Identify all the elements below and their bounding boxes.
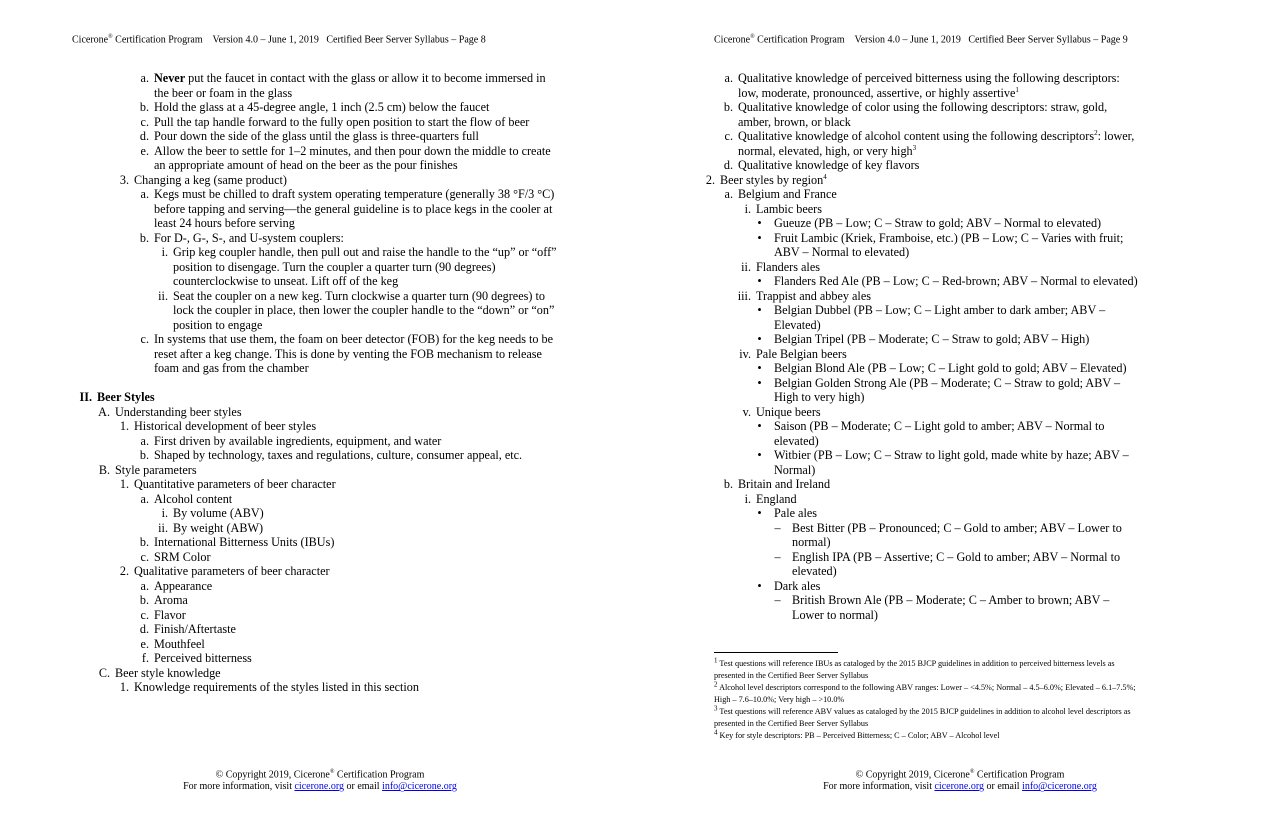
outline-line [130, 347, 573, 362]
outline-line [130, 651, 573, 666]
outline-line [768, 564, 1214, 579]
outline-line [696, 173, 1214, 188]
outline-text: Belgian Dubbel (PB – Low; C – Light amber to dark amber; ABV – [774, 303, 1106, 317]
outline-line [768, 593, 1214, 608]
outline-line [750, 579, 1214, 594]
list-marker: b. [139, 593, 149, 607]
outline-text: Historical development of beer styles [134, 419, 317, 433]
list-marker: d. [139, 622, 149, 636]
list-marker: a. [724, 71, 733, 85]
outline-line [149, 303, 573, 318]
copyright-line: © Copyright 2019, Cicerone® Certification Program [215, 769, 425, 781]
list-marker [130, 216, 149, 231]
list-marker: • [757, 274, 762, 288]
list-marker: c. [140, 549, 149, 564]
outline-line [750, 274, 1214, 289]
list-marker: • [757, 216, 762, 230]
outline-line [130, 231, 573, 246]
outline-line [130, 593, 573, 608]
list-marker: e. [140, 143, 149, 158]
list-marker: – [774, 520, 781, 535]
list-marker: a. [724, 187, 733, 201]
outline-text: before tapping and serving—the general guideline is to place kegs in the cooler at [154, 201, 553, 216]
outline-text: Pale ales [774, 506, 817, 520]
list-marker: b. [139, 100, 149, 114]
list-marker: c. [140, 114, 149, 129]
outline-text: Shaped by technology, taxes and regulations, culture, consumer appeal, etc. [154, 448, 523, 462]
footnote: $^3$ Test questions will reference ABV values as cataloged by the 2015 BJCP guidelines in addition to alcohol level descriptors as [714, 704, 1131, 716]
outline-line [130, 622, 573, 637]
list-marker: • [757, 230, 762, 245]
list-marker: ii. [158, 520, 168, 535]
page-footer [640, 766, 1280, 793]
list-marker [750, 390, 769, 405]
outline-text: Trappist and abbey ales [756, 288, 871, 303]
outline-line [768, 550, 1214, 565]
outline-line [768, 535, 1214, 550]
list-marker: 3. [119, 172, 129, 187]
outline-text: Unique beers [756, 404, 821, 419]
copyright-line: © Copyright 2019, Cicerone® Certification Program [855, 769, 1065, 781]
list-marker: A. [98, 404, 110, 419]
outline-line [130, 332, 573, 347]
list-marker: a. [140, 578, 149, 593]
list-marker: b. [723, 100, 733, 114]
list-marker: • [757, 303, 762, 317]
outline-text: Saison (PB – Moderate; C – Light gold to amber; ABV – Normal to [774, 419, 1105, 433]
footnote-continuation: High – 7.6–10.0%; Very high – >10.0% [714, 695, 845, 704]
list-marker: a. [140, 491, 149, 506]
outline-line [714, 71, 1214, 86]
list-marker: b. [139, 230, 149, 245]
outline-text: Belgian Tripel (PB – Moderate; C – Straw to gold; ABV – High) [774, 332, 1090, 346]
outline-text: Aroma [154, 593, 188, 607]
outline-text: position to engage [173, 317, 263, 332]
outline-text: Pour down the side of the glass until the glass is three-quarters full [154, 129, 479, 143]
list-marker: B. [98, 462, 110, 477]
footnote-continuation: presented in the Certified Beer Server Syllabus [714, 671, 869, 680]
outline-text: Belgian Blond Ale (PB – Low; C – Light gold to gold; ABV – Elevated) [774, 361, 1127, 375]
outline-text: Qualitative knowledge of alcohol content using the following descriptors$^2$: lower, [738, 128, 1135, 143]
outline-text: Flanders Red Ale (PB – Low; C – Red-brown; ABV – Normal to elevated) [774, 274, 1138, 288]
list-marker [714, 115, 733, 130]
outline-line [130, 637, 573, 652]
outline-text: normal, elevated, high, or very high$^3$ [738, 143, 917, 158]
outline-line [768, 521, 1214, 536]
outline-text: Belgium and France [738, 187, 837, 201]
list-marker [130, 158, 149, 173]
outline-text: elevated) [792, 564, 837, 578]
outline-line [750, 216, 1214, 231]
outline-line [732, 347, 1214, 362]
list-marker: a. [140, 433, 149, 448]
outline-line [714, 158, 1214, 173]
outline-text: Beer styles by region$^4$ [720, 172, 827, 187]
outline-text: low, moderate, pronounced, assertive, or highly assertive$^1$ [738, 85, 1019, 100]
outline-line [110, 564, 573, 579]
outline-text [97, 376, 100, 391]
list-marker: a. [140, 71, 149, 85]
list-marker: 1. [119, 680, 129, 694]
outline-text: Grip keg coupler handle, then pull out and raise the handle to the “up” or “off” [173, 245, 557, 259]
outline-line [732, 202, 1214, 217]
list-marker [149, 260, 168, 275]
list-marker: d. [723, 158, 733, 172]
outline-text: Elevated) [774, 317, 821, 332]
outline-text: Qualitative knowledge of color using the following descriptors: straw, gold, [738, 100, 1108, 114]
outline-text: Kegs must be chilled to draft system operating temperature (generally 38 °F/3 °C) [154, 187, 555, 201]
list-marker: i. [161, 506, 168, 520]
outline-line [91, 405, 573, 420]
outline-text: Witbier (PB – Low; C – Straw to light gold, made white by haze; ABV – [774, 448, 1129, 462]
outline-line [732, 289, 1214, 304]
list-marker [750, 245, 769, 260]
page-footer [0, 766, 640, 793]
outline-line [149, 318, 573, 333]
outline-line [750, 303, 1214, 318]
list-marker [73, 376, 92, 391]
outline-line [130, 86, 573, 101]
list-marker [750, 463, 769, 478]
outline-line [750, 448, 1214, 463]
outline-line [714, 115, 1214, 130]
contact-line: For more information, visit cicerone.org or email info@cicerone.org [823, 781, 1097, 793]
outline-line [73, 390, 573, 405]
list-marker: ii. [741, 259, 751, 274]
outline-line [91, 666, 573, 681]
outline-text: Lower to normal) [792, 607, 878, 622]
list-marker: d. [139, 129, 149, 143]
outline-line [130, 550, 573, 565]
outline-line [750, 245, 1214, 260]
outline-text: the beer or foam in the glass [154, 85, 293, 100]
outline-line [768, 608, 1214, 623]
list-marker [714, 86, 733, 101]
outline-line [130, 144, 573, 159]
outline-line [714, 187, 1214, 202]
footnote: $^4$ Key for style descriptors: PB – Perceived Bitterness; C – Color; ABV – Alcohol level [714, 728, 1000, 740]
outline-text: Never put the faucet in contact with the glass or allow it to become immersed in [154, 71, 546, 85]
outline-text: Dark ales [774, 578, 821, 593]
outline-text: Beer Styles [97, 390, 155, 404]
outline-text: Fruit Lambic (Kriek, Framboise, etc.) (PB – Low; C – Varies with fruit; [774, 230, 1124, 245]
list-marker [130, 202, 149, 217]
list-marker [130, 361, 149, 376]
outline-line [130, 448, 573, 463]
outline-line [130, 535, 573, 550]
list-marker: v. [742, 404, 751, 419]
outline-text: Flanders ales [756, 259, 820, 274]
outline-line [750, 318, 1214, 333]
list-marker [149, 274, 168, 289]
list-marker: b. [723, 477, 733, 491]
outline-line [149, 289, 573, 304]
outline-line [750, 419, 1214, 434]
outline-line [732, 405, 1214, 420]
outline-line [130, 434, 573, 449]
outline-line [110, 419, 573, 434]
outline-line [130, 216, 573, 231]
outline-text: Understanding beer styles [115, 404, 242, 419]
list-marker: b. [139, 448, 149, 462]
outline-text: English IPA (PB – Assertive; C – Gold to amber; ABV – Normal to [792, 549, 1121, 564]
outline-line [714, 129, 1214, 144]
list-marker: f. [141, 651, 149, 665]
outline-line [714, 86, 1214, 101]
outline-text: Finish/Aftertaste [154, 622, 236, 636]
outline-text: elevated) [774, 433, 819, 448]
outline-text: International Bitterness Units (IBUs) [154, 535, 335, 549]
outline-text: Best Bitter (PB – Pronounced; C – Gold to amber; ABV – Lower to [792, 520, 1122, 535]
outline-line [91, 463, 573, 478]
list-marker [768, 608, 787, 623]
outline-text: Knowledge requirements of the styles listed in this section [134, 680, 419, 694]
outline-text: lock the coupler in place, then lower the coupler handle to the “down” or “on” [173, 303, 555, 317]
outline-text: reset after a keg change. This is done by venting the FOB mechanism to release [154, 346, 542, 361]
footnote: $^1$ Test questions will reference IBUs as cataloged by the 2015 BJCP guidelines in addition to perceived bitterness levels as [714, 656, 1115, 668]
outline-text: ABV – Normal to elevated) [774, 245, 910, 259]
outline-text: Allow the beer to settle for 1–2 minutes, and then pour down the middle to create [154, 143, 551, 158]
outline-text: Flavor [154, 607, 186, 622]
outline-line [130, 71, 573, 86]
list-marker [768, 564, 787, 579]
footnote-divider [714, 652, 838, 653]
outline-text: Normal) [774, 462, 816, 477]
outline-line [130, 492, 573, 507]
outline-text: Changing a keg (same product) [134, 172, 287, 187]
outline-text: Hold the glass at a 45-degree angle, 1 inch (2.5 cm) below the faucet [154, 100, 490, 114]
page-body [705, 71, 1214, 622]
outline-text: High to very high) [774, 390, 865, 404]
outline-text: England [756, 491, 797, 506]
list-marker: c. [140, 607, 149, 622]
outline-line [750, 390, 1214, 405]
outline-line [130, 115, 573, 130]
outline-text: Qualitative knowledge of perceived bitterness using the following descriptors: [738, 71, 1120, 85]
outline-line [149, 245, 573, 260]
list-marker: 1. [119, 477, 129, 491]
list-marker [149, 318, 168, 333]
outline-text: Lambic beers [756, 201, 822, 216]
list-marker: • [757, 506, 762, 520]
list-marker: e. [140, 636, 149, 651]
list-marker: • [757, 332, 762, 346]
list-marker [130, 86, 149, 101]
outline-text: Mouthfeel [154, 636, 205, 651]
outline-text: counterclockwise to unseat. Lift off of the keg [173, 274, 399, 288]
list-marker: i. [744, 201, 751, 216]
list-marker: • [757, 419, 762, 433]
outline-line [130, 202, 573, 217]
outline-line [73, 376, 573, 391]
outline-text: Appearance [154, 578, 213, 593]
outline-line [750, 376, 1214, 391]
list-marker: • [757, 578, 762, 593]
outline-line [130, 158, 573, 173]
list-marker: b. [139, 535, 149, 549]
cicerone-link[interactable]: cicerone.org [294, 781, 344, 793]
outline-text: Belgian Golden Strong Ale (PB – Moderate; C – Straw to gold; ABV – [774, 375, 1121, 390]
list-marker: c. [724, 129, 733, 143]
outline-text: Alcohol content [154, 491, 233, 506]
outline-line [110, 477, 573, 492]
list-marker: iii. [737, 288, 751, 303]
list-marker [750, 434, 769, 449]
outline-line [110, 680, 573, 695]
outline-text: By volume (ABV) [173, 506, 264, 520]
list-marker: II. [79, 390, 92, 404]
outline-line [750, 361, 1214, 376]
contact-line: For more information, visit cicerone.org or email info@cicerone.org [183, 781, 457, 793]
outline-line [130, 129, 573, 144]
outline-line [149, 274, 573, 289]
outline-text: Qualitative parameters of beer character [134, 564, 330, 578]
outline-text: position to disengage. Turn the coupler a quarter turn (90 degrees) [173, 259, 496, 274]
outline-line [714, 477, 1214, 492]
footnote-continuation: presented in the Certified Beer Server Syllabus [714, 719, 869, 728]
list-marker [768, 535, 787, 550]
outline-line [750, 434, 1214, 449]
outline-text: Quantitative parameters of beer character [134, 477, 336, 491]
outline-text: For D-, G-, S-, and U-system couplers: [154, 230, 344, 245]
outline-text: SRM Color [154, 549, 211, 564]
list-marker: 2. [705, 172, 715, 187]
outline-line [714, 100, 1214, 115]
outline-text: Beer style knowledge [115, 665, 221, 680]
page-body [73, 71, 573, 695]
cicerone-link[interactable]: cicerone.org [934, 781, 984, 793]
list-marker: C. [98, 665, 110, 680]
outline-text: Qualitative knowledge of key flavors [738, 158, 920, 172]
document-page-9 [640, 0, 1280, 823]
outline-line [130, 579, 573, 594]
outline-text: British Brown Ale (PB – Moderate; C – Amber to brown; ABV – [792, 593, 1110, 607]
list-marker: – [774, 593, 781, 607]
outline-line [732, 492, 1214, 507]
outline-text: Style parameters [115, 462, 197, 477]
outline-text: normal) [792, 535, 831, 549]
list-marker: iv. [739, 346, 751, 361]
list-marker: c. [140, 332, 149, 346]
list-marker: • [757, 448, 762, 462]
list-marker: ii. [158, 288, 168, 303]
outline-text: an appropriate amount of head on the beer as the pour finishes [154, 158, 458, 172]
list-marker [130, 347, 149, 362]
outline-text: Gueuze (PB – Low; C – Straw to gold; ABV – Normal to elevated) [774, 216, 1102, 230]
outline-line [149, 260, 573, 275]
email-link[interactable]: info@cicerone.org [1022, 781, 1097, 793]
outline-text: least 24 hours before serving [154, 216, 295, 230]
outline-line [149, 521, 573, 536]
outline-line [732, 260, 1214, 275]
outline-text: In systems that use them, the foam on beer detector (FOB) for the keg needs to be [154, 332, 554, 346]
list-marker: 1. [119, 419, 129, 433]
outline-line [750, 332, 1214, 347]
email-link[interactable]: info@cicerone.org [382, 781, 457, 793]
outline-line [714, 144, 1214, 159]
list-marker: i. [744, 491, 751, 506]
outline-text: Perceived bitterness [154, 651, 252, 665]
outline-text: Pull the tap handle forward to the fully open position to start the flow of beer [154, 114, 530, 129]
list-marker [149, 303, 168, 318]
outline-line [130, 187, 573, 202]
outline-line [750, 506, 1214, 521]
outline-line [149, 506, 573, 521]
page-header: Cicerone® Certification Program Version 4.0 – June 1, 2019 Certified Beer Server Syllabus – Page 9 [714, 34, 1128, 46]
list-marker: • [757, 375, 762, 390]
footnotes [714, 658, 1214, 742]
list-marker: i. [161, 245, 168, 259]
list-marker [714, 144, 733, 159]
list-marker: – [774, 549, 781, 564]
outline-text: Seat the coupler on a new keg. Turn clockwise a quarter turn (90 degrees) to [173, 288, 545, 303]
outline-text: Britain and Ireland [738, 477, 831, 491]
page-header: Cicerone® Certification Program Version 4.0 – June 1, 2019 Certified Beer Server Syllabus – Page 8 [72, 34, 486, 46]
outline-text: foam and gas from the chamber [154, 361, 309, 375]
outline-text: Pale Belgian beers [756, 346, 847, 361]
outline-text: By weight (ABW) [173, 520, 264, 535]
outline-text: amber, brown, or black [738, 114, 851, 129]
list-marker: • [757, 361, 762, 375]
outline-line [110, 173, 573, 188]
list-marker: 2. [119, 564, 129, 578]
outline-line [130, 608, 573, 623]
list-marker [750, 318, 769, 333]
list-marker: a. [140, 187, 149, 201]
footnote: $^2$ Alcohol level descriptors correspond to the following ABV ranges: Lower – <4.5%; Normal – 4.5–6.0%; Elevated – 6.1–7.5%; [714, 680, 1136, 692]
outline-line [750, 463, 1214, 478]
outline-line [130, 100, 573, 115]
outline-line [130, 361, 573, 376]
outline-text: First driven by available ingredients, equipment, and water [154, 433, 442, 448]
outline-line [750, 231, 1214, 246]
